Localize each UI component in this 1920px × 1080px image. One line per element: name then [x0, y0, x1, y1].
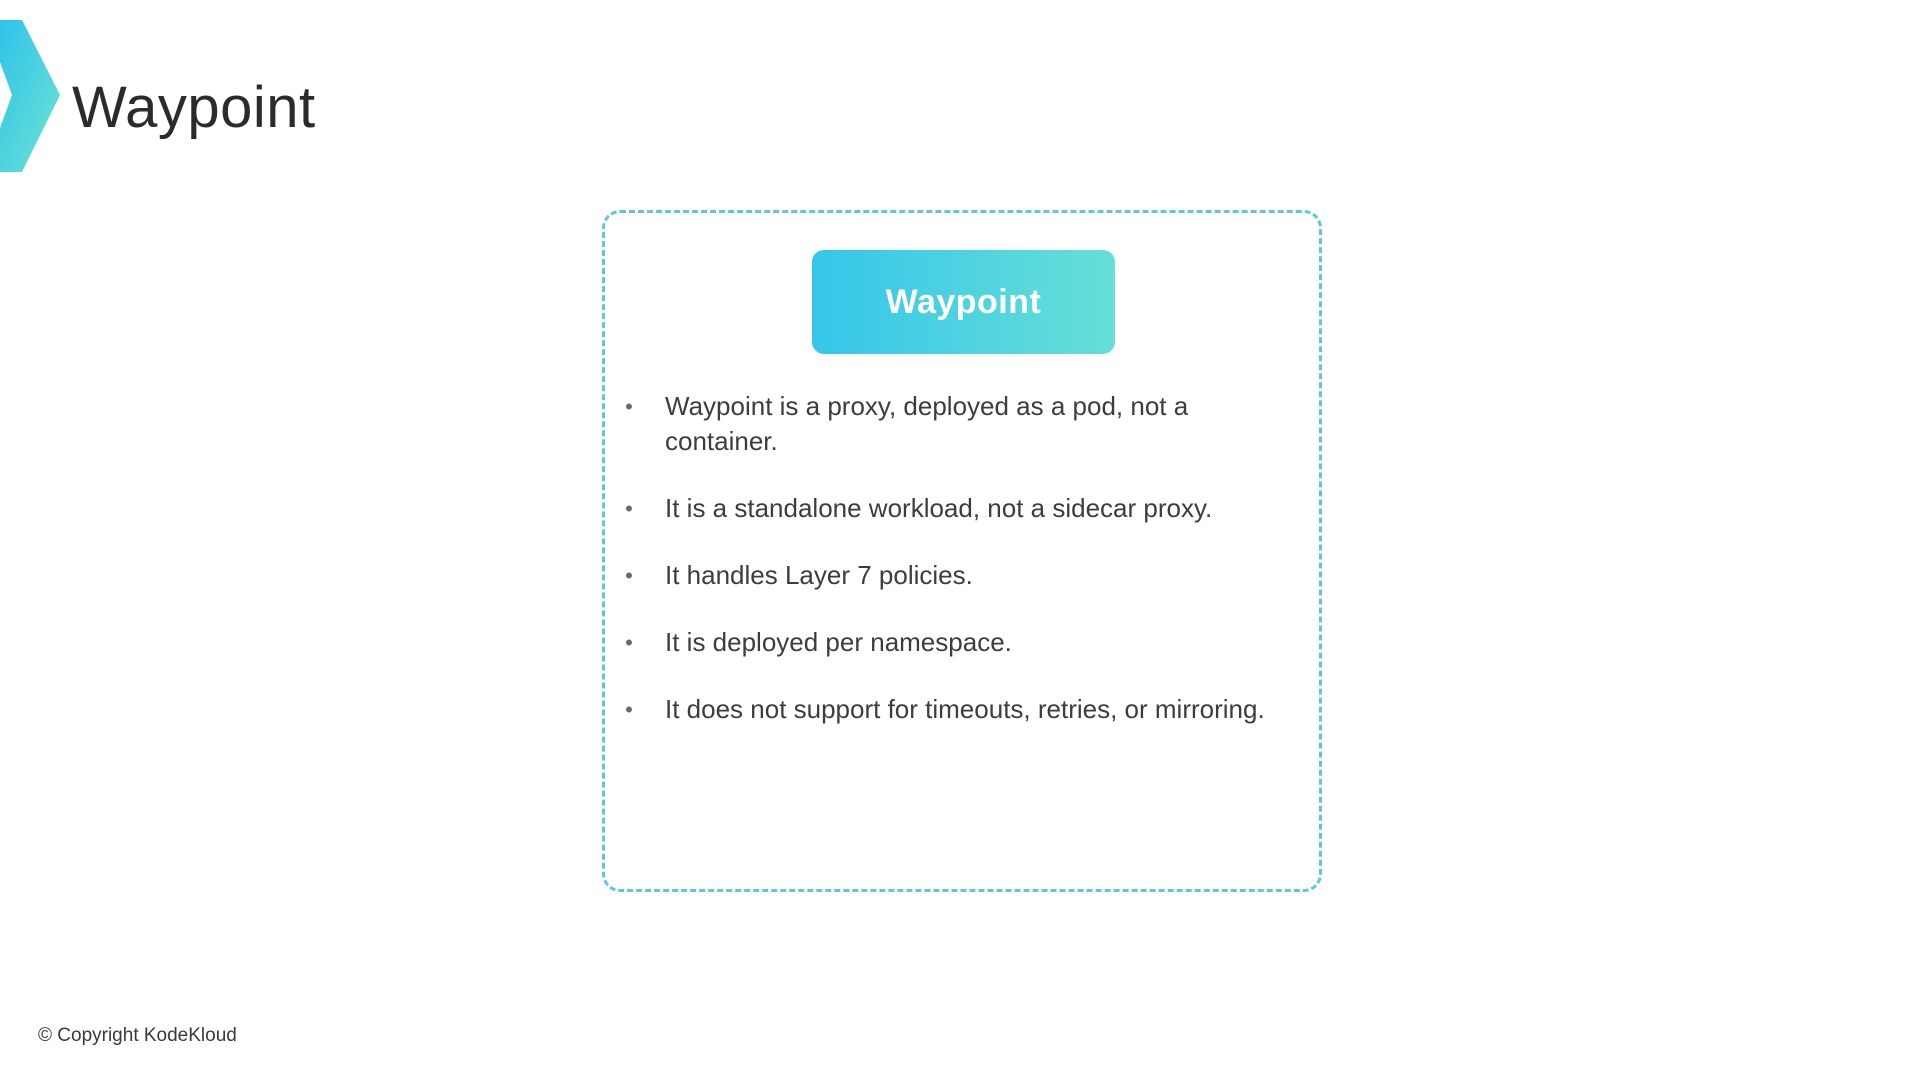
page-title: Waypoint	[72, 75, 316, 140]
copyright-footer: © Copyright KodeKloud	[38, 1025, 237, 1046]
card-header-badge: Waypoint	[812, 250, 1115, 354]
list-item	[619, 389, 1299, 459]
list-item-text: It is deployed per namespace.	[665, 627, 1012, 657]
list-item-text: It is a standalone workload, not a sidecar proxy.	[665, 493, 1213, 523]
chevron-logo-icon	[0, 0, 80, 190]
list-item	[619, 558, 1299, 593]
bullet-list	[619, 389, 1299, 759]
list-item-text: Waypoint is a proxy, deployed as a pod, not a container.	[665, 391, 1189, 456]
list-item-text: It does not support for timeouts, retries, or mirroring.	[665, 694, 1265, 724]
bullet-icon: •	[625, 630, 633, 655]
list-item	[619, 692, 1299, 727]
list-item	[619, 625, 1299, 660]
list-item-text: It handles Layer 7 policies.	[665, 560, 973, 590]
bullet-icon: •	[625, 697, 633, 722]
bullet-icon: •	[625, 394, 633, 419]
list-item	[619, 491, 1299, 526]
bullet-icon: •	[625, 496, 633, 521]
bullet-icon: •	[625, 563, 633, 588]
waypoint-card	[602, 210, 1322, 892]
